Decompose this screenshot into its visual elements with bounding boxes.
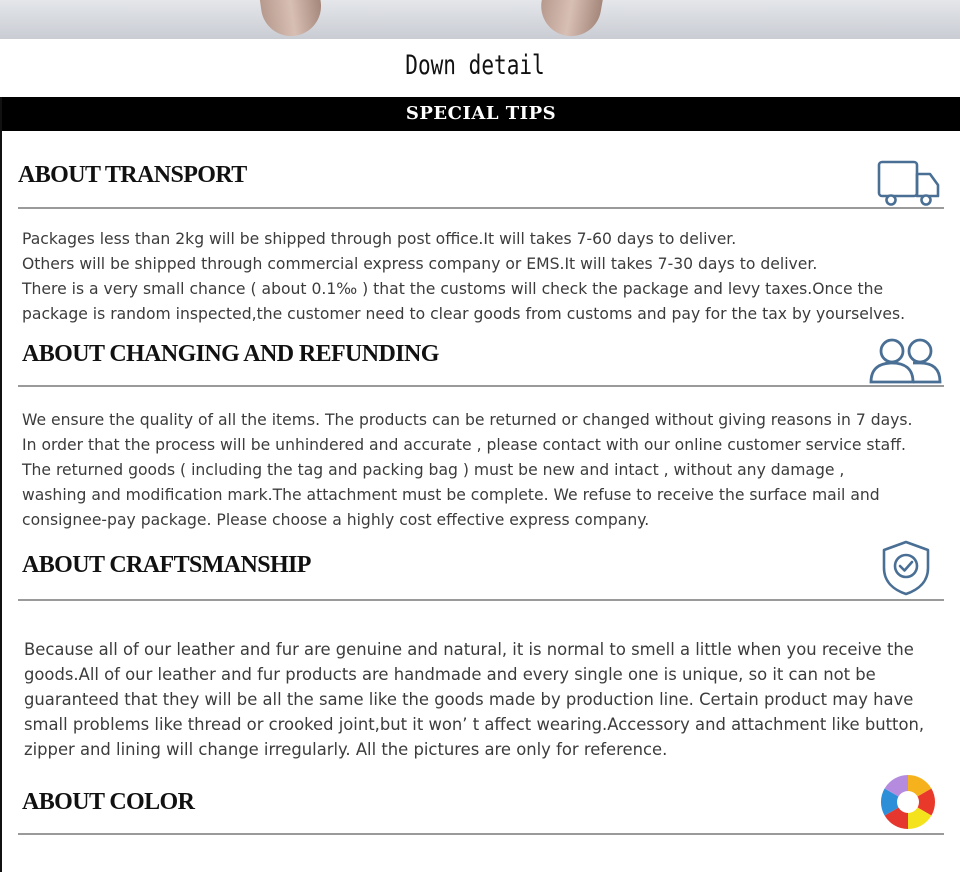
shield-check-icon — [880, 540, 932, 596]
section-body-refunding — [22, 408, 912, 533]
body-line: Others will be shipped through commercial express company or EMS.It will takes 7-30 days to deliver. — [22, 255, 818, 273]
body-line: In order that the process will be unhindered and accurate , please contact with our online customer service staff. — [22, 436, 906, 454]
down-detail-title: Down detail — [405, 50, 545, 81]
special-tips-bar: SPECIAL TIPS — [2, 97, 960, 131]
section-rule-transport — [18, 207, 944, 209]
section-rule-refunding — [18, 385, 944, 387]
left-border — [0, 97, 2, 872]
section-body-transport — [22, 227, 905, 327]
section-title-craftsmanship: ABOUT CRAFTSMANSHIP — [22, 552, 311, 578]
body-line: zipper and lining will change irregularly. All the pictures are only for reference. — [24, 740, 668, 759]
section-rule-color — [18, 833, 944, 835]
body-line: package is random inspected,the customer need to clear goods from customs and pay for the tax by yourselves. — [22, 305, 906, 323]
body-line: There is a very small chance ( about 0.1‰ ) that the customs will check the package and levy taxes.Once the — [22, 280, 884, 298]
users-icon — [868, 336, 944, 386]
body-line: goods.All of our leather and fur products are handmade and every single one is unique, so it can not be — [24, 665, 876, 684]
section-rule-craftsmanship — [18, 599, 944, 601]
body-line: consignee-pay package. Please choose a highly cost effective express company. — [22, 511, 650, 529]
body-line: Packages less than 2kg will be shipped through post office.It will takes 7-60 days to deliver. — [22, 230, 737, 248]
body-line: guaranteed that they will be all the same like the goods made by production line. Certain product may have — [24, 690, 914, 709]
section-title-color: ABOUT COLOR — [22, 789, 195, 815]
body-line: small problems like thread or crooked joint,but it won’ t affect wearing.Accessory and attachment like button, — [24, 715, 925, 734]
color-wheel-icon — [878, 775, 938, 829]
body-line: Because all of our leather and fur are genuine and natural, it is normal to smell a little when you receive the — [24, 640, 914, 659]
body-line: We ensure the quality of all the items. The products can be returned or changed without giving reasons in 7 days. — [22, 411, 913, 429]
body-line: The returned goods ( including the tag and packing bag ) must be new and intact , without any damage , — [22, 461, 845, 479]
model-leg-left — [259, 0, 325, 39]
body-line: washing and modification mark.The attachment must be complete. We refuse to receive the surface mail and — [22, 486, 880, 504]
truck-icon — [876, 158, 942, 208]
model-leg-right — [536, 0, 603, 39]
section-body-craftsmanship — [24, 637, 924, 762]
product-photo-strip — [0, 0, 960, 39]
section-title-refunding: ABOUT CHANGING AND REFUNDING — [22, 341, 439, 367]
section-title-transport: ABOUT TRANSPORT — [18, 162, 247, 188]
